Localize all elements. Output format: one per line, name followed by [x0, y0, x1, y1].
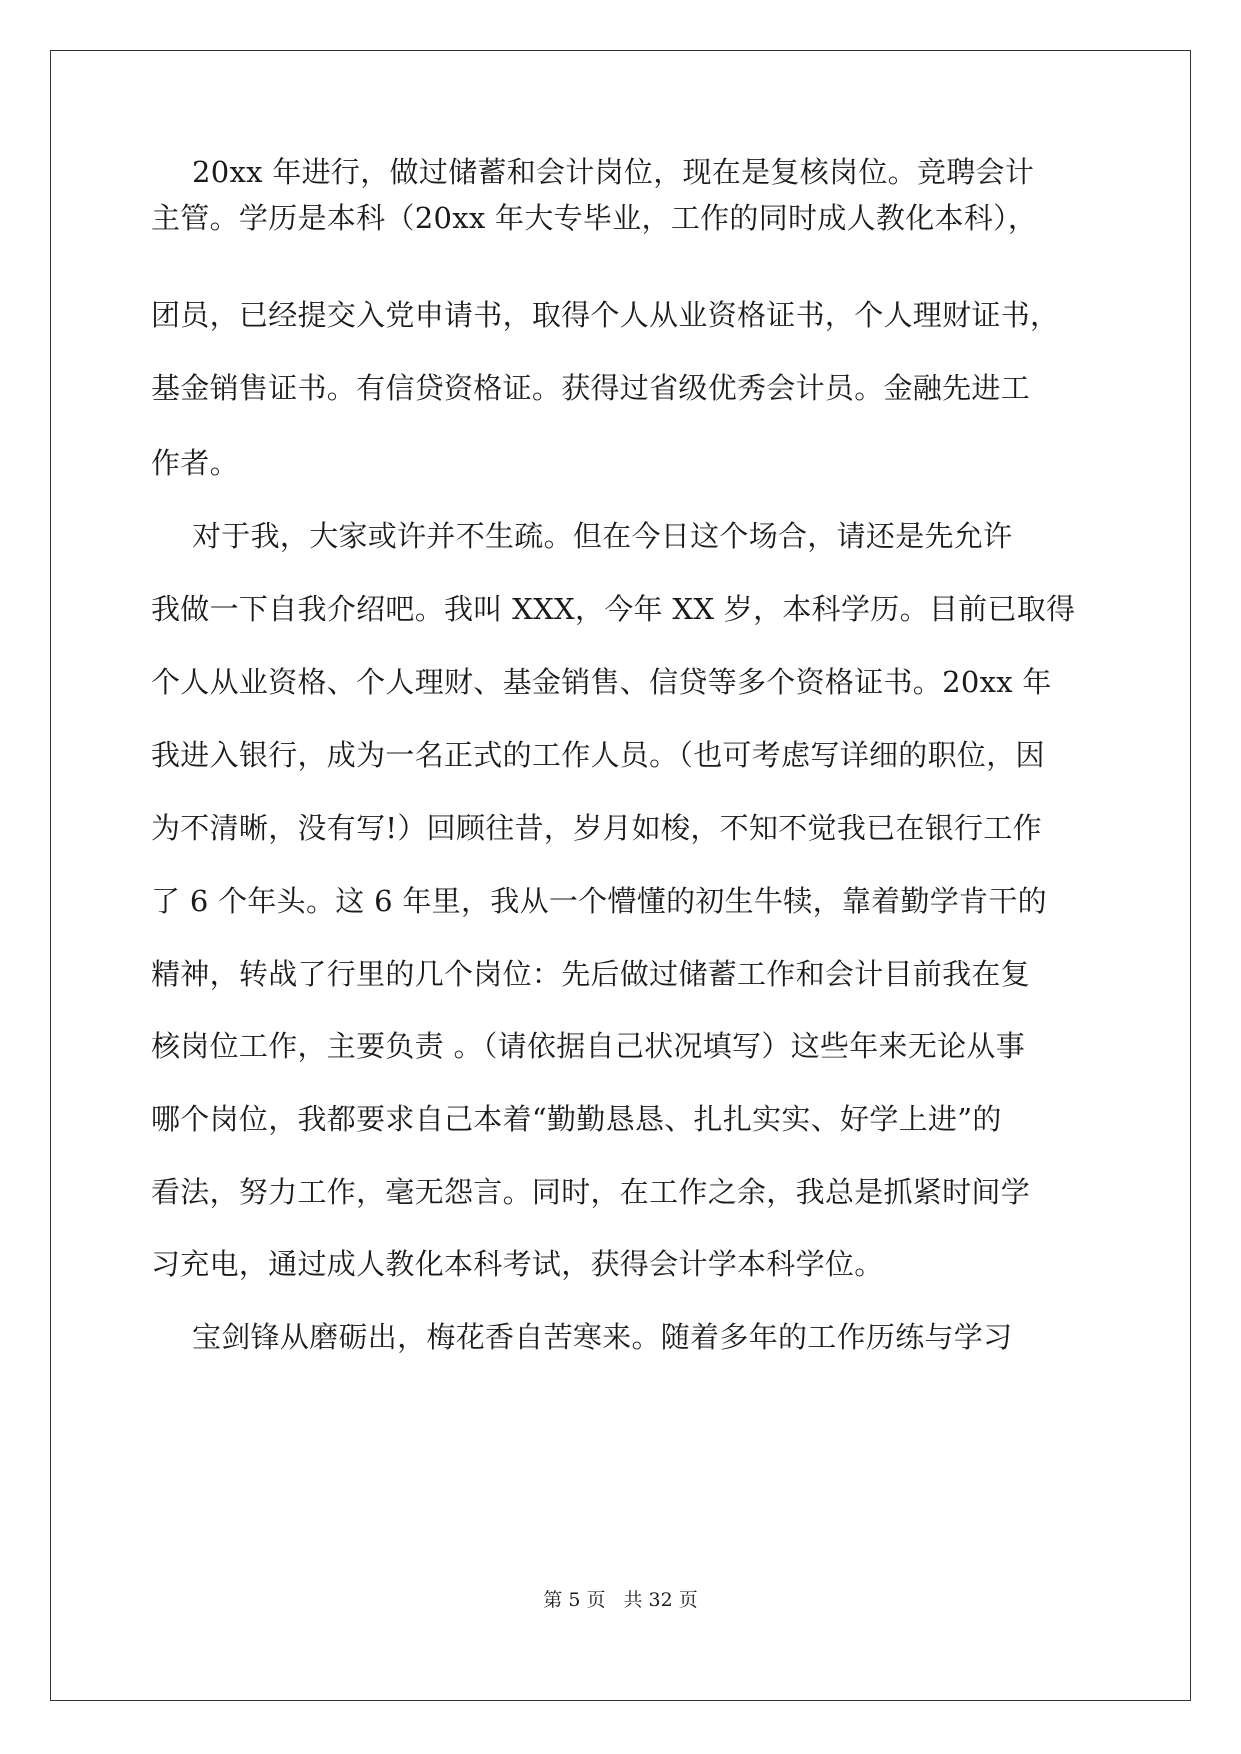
text-line: 20xx 年进行，做过储蓄和会计岗位，现在是复核岗位。竞聘会计 [192, 155, 1035, 189]
text-line: 看法，努力工作，毫无怨言。同时，在工作之余，我总是抓紧时间学 [151, 1175, 1031, 1209]
text-line: 哪个岗位，我都要求自己本着“勤勤恳恳、扎扎实实、好学上进”的 [151, 1102, 1002, 1136]
text-line: 个人从业资格、个人理财、基金销售、信贷等多个资格证书。20xx 年 [151, 665, 1052, 699]
page-total: 共 32 页 [623, 1589, 698, 1611]
text-line: 宝剑锋从磨砺出，梅花香自苦寒来。随着多年的工作历练与学习 [192, 1320, 1013, 1354]
text-line: 对于我，大家或许并不生疏。但在今日这个场合，请还是先允许 [192, 519, 1013, 553]
page-number: 第 5 页 [543, 1589, 606, 1611]
text-line: 我做一下自我介绍吧。我叫 XXX，今年 XX 岁，本科学历。目前已取得 [151, 592, 1076, 626]
text-line: 为不清晰，没有写!）回顾往昔，岁月如梭，不知不觉我已在银行工作 [151, 811, 1042, 845]
text-line: 作者。 [151, 446, 239, 480]
page-footer [0, 1588, 1241, 1612]
text-line: 主管。学历是本科（20xx 年大专毕业，工作的同时成人教化本科）， [151, 201, 1038, 235]
text-line: 基金销售证书。有信贷资格证。获得过省级优秀会计员。金融先进工 [151, 371, 1031, 405]
text-line: 了 6 个年头。这 6 年里，我从一个懵懂的初生牛犊，靠着勤学肯干的 [151, 884, 1047, 918]
text-line: 精神，转战了行里的几个岗位：先后做过储蓄工作和会计目前我在复 [151, 957, 1031, 991]
text-line: 我进入银行，成为一名正式的工作人员。（也可考虑写详细的职位，因 [151, 738, 1045, 772]
text-line: 习充电，通过成人教化本科考试，获得会计学本科学位。 [151, 1247, 884, 1281]
text-line: 核岗位工作，主要负责 。（请依据自己状况填写）这些年来无论从事 [151, 1029, 1026, 1063]
text-line: 团员，已经提交入党申请书，取得个人从业资格证书，个人理财证书， [151, 298, 1060, 332]
